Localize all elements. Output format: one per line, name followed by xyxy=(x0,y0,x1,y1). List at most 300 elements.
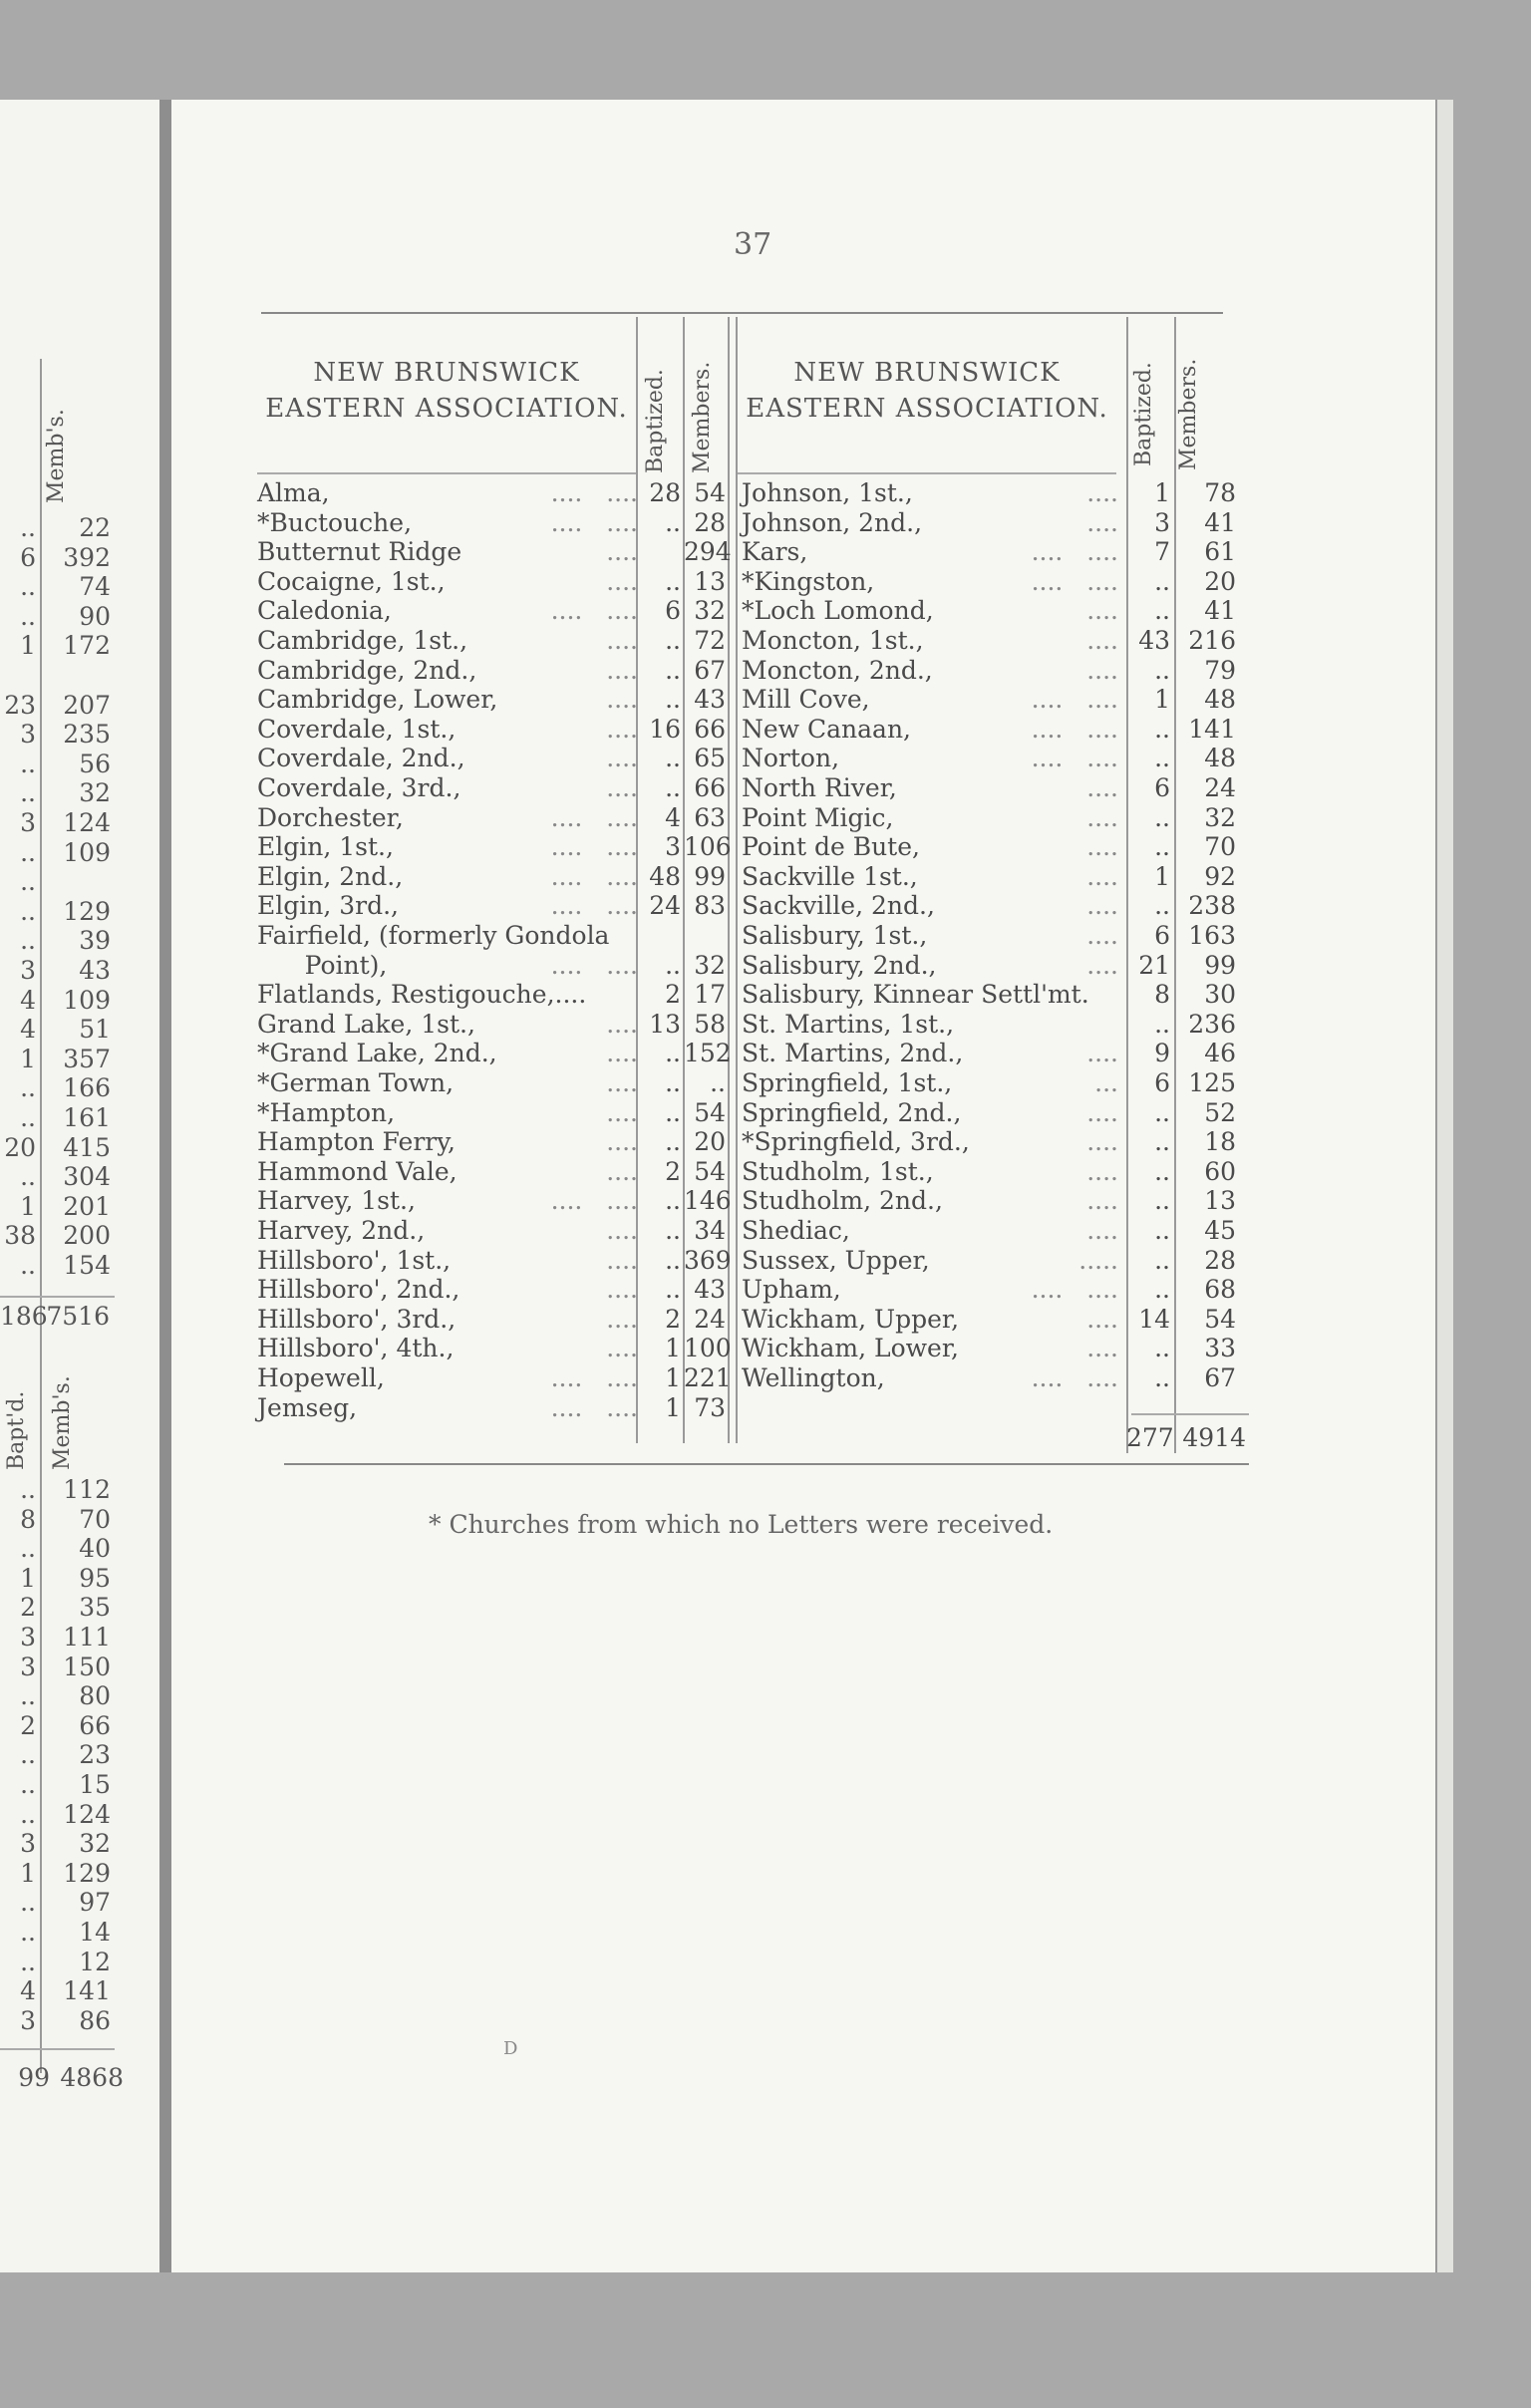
members-count: 161 xyxy=(63,1103,111,1132)
table-row xyxy=(742,773,1250,802)
members-count: 39 xyxy=(79,926,111,956)
table-row xyxy=(742,1305,1250,1334)
church-name: North River, xyxy=(742,773,897,802)
baptized-count: .. xyxy=(1154,714,1170,744)
church-name: Harvey, 2nd., xyxy=(257,1216,426,1245)
table-row xyxy=(257,656,726,685)
leader-dots: .... xyxy=(1086,921,1118,950)
table-row xyxy=(257,567,726,596)
table-row xyxy=(0,661,120,690)
leader-dots: .... .... xyxy=(550,861,638,891)
members-count: 60 xyxy=(1204,1156,1236,1186)
baptized-count: 1 xyxy=(20,1563,36,1593)
members-count: 146 xyxy=(684,1186,732,1216)
members-count: 90 xyxy=(79,601,111,631)
church-name: Hillsboro', 3rd., xyxy=(257,1304,457,1334)
leader-dots: .... .... xyxy=(1031,566,1118,596)
members-count: 109 xyxy=(63,985,111,1015)
members-count: 166 xyxy=(63,1073,111,1103)
table-row xyxy=(257,1010,726,1039)
table-row xyxy=(0,691,120,720)
leader-dots: .... xyxy=(1086,655,1118,685)
baptized-count: .. xyxy=(1154,832,1170,862)
table-row xyxy=(742,921,1250,950)
baptized-count: .. xyxy=(665,1216,681,1245)
church-name: Springfield, 1st., xyxy=(742,1068,953,1097)
members-count: 13 xyxy=(694,566,726,596)
members-count: 61 xyxy=(1204,537,1236,567)
leader-dots: ..... xyxy=(1078,1245,1118,1275)
table-row xyxy=(742,1010,1250,1039)
members-count: 34 xyxy=(694,1216,726,1245)
members-count: 67 xyxy=(694,655,726,685)
church-name: Sussex, Upper, xyxy=(742,1245,930,1275)
table-row xyxy=(742,1363,1250,1392)
table-row xyxy=(742,1039,1250,1067)
leader-dots: .... .... xyxy=(550,478,638,507)
members-count: 43 xyxy=(79,956,111,985)
members-count: 14 xyxy=(79,1918,111,1947)
table-row xyxy=(0,778,120,807)
table-row xyxy=(0,1251,120,1280)
members-count: 32 xyxy=(79,778,111,808)
table-row xyxy=(257,951,726,980)
leader-dots: .... xyxy=(1086,950,1118,980)
members-count: 28 xyxy=(694,507,726,537)
table-row xyxy=(742,980,1250,1009)
baptized-count: .. xyxy=(20,1103,36,1132)
baptized-count: .. xyxy=(20,1947,36,1976)
prev-members-header: Memb's. xyxy=(44,409,69,503)
leader-dots: .... xyxy=(606,566,638,596)
church-name: Fairfield, (formerly Gondola xyxy=(257,921,610,950)
baptized-count: 2 xyxy=(665,980,681,1010)
table-row xyxy=(0,572,120,601)
header-line1: NEW BRUNSWICK xyxy=(793,358,1061,388)
leader-dots: .... xyxy=(1086,1216,1118,1245)
church-name: Coverdale, 1st., xyxy=(257,714,457,744)
baptized-count: .. xyxy=(1154,1363,1170,1392)
table-row xyxy=(0,808,120,837)
members-count: 106 xyxy=(684,832,732,862)
table-row xyxy=(742,891,1250,920)
members-count: 33 xyxy=(1204,1334,1236,1363)
baptized-count: 3 xyxy=(20,956,36,985)
members-count: 200 xyxy=(63,1221,111,1251)
table-row xyxy=(0,1653,120,1681)
leader-dots: .... xyxy=(1086,802,1118,832)
leader-dots: .... .... xyxy=(550,507,638,537)
members-count: 54 xyxy=(1204,1304,1236,1334)
table-row xyxy=(0,1192,120,1221)
baptized-count: 2 xyxy=(665,1304,681,1334)
leader-dots: .... .... xyxy=(1031,744,1118,773)
table-row xyxy=(0,1564,120,1593)
table-row xyxy=(742,832,1250,861)
members-count: 95 xyxy=(79,1563,111,1593)
baptized-count: .. xyxy=(1154,596,1170,626)
church-name: Wickham, Lower, xyxy=(742,1334,960,1363)
church-name: Studholm, 2nd., xyxy=(742,1186,943,1216)
members-count: 23 xyxy=(79,1740,111,1770)
table-row xyxy=(0,1534,120,1563)
church-name: *Loch Lomond, xyxy=(742,596,934,626)
table-row xyxy=(742,1216,1250,1245)
members-count: 304 xyxy=(63,1162,111,1192)
baptized-count: .. xyxy=(20,1534,36,1564)
left-members-header: Members. xyxy=(690,361,715,473)
table-bottom-rule xyxy=(284,1463,1249,1465)
members-count: 99 xyxy=(1204,950,1236,980)
right-baptized-header: Baptized. xyxy=(1131,362,1156,466)
leader-dots: .... xyxy=(606,1097,638,1127)
baptized-count: 7 xyxy=(1154,537,1170,567)
baptized-count: 6 xyxy=(1154,921,1170,950)
members-count: 43 xyxy=(694,685,726,715)
baptized-count: .. xyxy=(665,950,681,980)
table-row xyxy=(742,715,1250,744)
baptized-count: 8 xyxy=(20,1504,36,1534)
members-count: 67 xyxy=(1204,1363,1236,1392)
leader-dots: .... .... xyxy=(550,832,638,862)
table-row xyxy=(257,773,726,802)
table-row xyxy=(0,1681,120,1710)
church-name: Cocaigne, 1st., xyxy=(257,566,446,596)
members-count: 86 xyxy=(79,2005,111,2035)
church-name: Norton, xyxy=(742,744,840,773)
baptized-count: 3 xyxy=(20,720,36,750)
members-count: 65 xyxy=(694,744,726,773)
table-row xyxy=(0,1829,120,1858)
church-name: Coverdale, 2nd., xyxy=(257,744,465,773)
church-name: Point de Bute, xyxy=(742,832,920,862)
members-count: 15 xyxy=(79,1770,111,1799)
church-name: Sackville 1st., xyxy=(742,861,918,891)
baptized-count: 20 xyxy=(4,1132,36,1162)
members-count: 369 xyxy=(684,1245,732,1275)
members-count: 32 xyxy=(694,596,726,626)
baptized-count: 3 xyxy=(20,1652,36,1681)
table-row xyxy=(742,1275,1250,1304)
baptized-count: 14 xyxy=(1138,1304,1170,1334)
church-name: St. Martins, 1st., xyxy=(742,1009,955,1039)
prev-baptized-header-lower: Bapt'd. xyxy=(4,1390,29,1470)
table-row xyxy=(0,1103,120,1132)
church-name: Point Migic, xyxy=(742,802,894,832)
members-count: 141 xyxy=(63,1976,111,2006)
baptized-count: .. xyxy=(665,773,681,802)
members-count: 41 xyxy=(1204,596,1236,626)
baptized-count: .. xyxy=(20,926,36,956)
baptized-count: 3 xyxy=(20,808,36,837)
baptized-count: 4 xyxy=(665,802,681,832)
table-row xyxy=(0,1133,120,1162)
table-row xyxy=(742,596,1250,625)
members-count: 32 xyxy=(79,1829,111,1859)
leader-dots: .... xyxy=(1086,1334,1118,1363)
baptized-count: .. xyxy=(20,513,36,542)
table-row xyxy=(0,1045,120,1073)
table-row xyxy=(0,838,120,867)
table-row xyxy=(742,685,1250,714)
members-count: 20 xyxy=(1204,566,1236,596)
leader-dots: .... xyxy=(1086,832,1118,862)
baptized-count: .. xyxy=(20,1251,36,1280)
members-count: 32 xyxy=(694,950,726,980)
members-count: 80 xyxy=(79,1681,111,1711)
baptized-count: 1 xyxy=(1154,861,1170,891)
church-name: Hammond Vale, xyxy=(257,1156,458,1186)
table-row xyxy=(742,1127,1250,1156)
table-row xyxy=(257,980,726,1009)
church-name: Alma, xyxy=(257,478,330,507)
church-name: Harvey, 1st., xyxy=(257,1186,416,1216)
baptized-count: 9 xyxy=(1154,1039,1170,1068)
church-name: Caledonia, xyxy=(257,596,392,626)
prev-total-members: 7516 xyxy=(46,1302,110,1331)
total-baptized: 277 xyxy=(1126,1423,1174,1452)
church-name: Grand Lake, 1st., xyxy=(257,1009,475,1039)
table-row xyxy=(257,715,726,744)
baptized-count: .. xyxy=(1154,1186,1170,1216)
footnote: * Churches from which no Letters were received. xyxy=(429,1510,1054,1539)
leader-dots: .... xyxy=(606,626,638,655)
baptized-count: 28 xyxy=(649,478,681,507)
baptized-count: .. xyxy=(20,867,36,897)
baptized-count: 8 xyxy=(1154,980,1170,1010)
baptized-count: .. xyxy=(1154,1275,1170,1305)
signature-mark: D xyxy=(503,2038,518,2059)
table-row xyxy=(257,478,726,507)
baptized-count: .. xyxy=(665,1039,681,1068)
baptized-count: 1 xyxy=(1154,478,1170,507)
members-count: 124 xyxy=(63,808,111,837)
members-count: 24 xyxy=(694,1304,726,1334)
table-row xyxy=(0,750,120,778)
baptized-count: .. xyxy=(665,655,681,685)
members-count: 66 xyxy=(694,714,726,744)
members-count: 99 xyxy=(694,861,726,891)
members-count: 13 xyxy=(1204,1186,1236,1216)
table-row xyxy=(742,1246,1250,1275)
table-row xyxy=(0,2006,120,2035)
table-row xyxy=(0,1888,120,1917)
baptized-count: .. xyxy=(20,1740,36,1770)
baptized-count: 13 xyxy=(649,1009,681,1039)
leader-dots: .... xyxy=(1086,478,1118,507)
members-count: 56 xyxy=(79,749,111,778)
leader-dots: .... xyxy=(606,685,638,715)
members-count: 163 xyxy=(1188,921,1236,950)
members-count: 54 xyxy=(694,478,726,507)
members-count: 415 xyxy=(63,1132,111,1162)
baptized-count: 1 xyxy=(665,1392,681,1422)
members-count: 63 xyxy=(694,802,726,832)
church-name: Moncton, 1st., xyxy=(742,626,924,655)
baptized-count: .. xyxy=(665,1275,681,1305)
table-row xyxy=(742,1334,1250,1362)
leader-dots: .... xyxy=(1086,773,1118,802)
leader-dots: .... xyxy=(606,1304,638,1334)
table-row xyxy=(0,631,120,660)
table-row xyxy=(257,685,726,714)
table-row xyxy=(257,1245,732,1275)
table-row xyxy=(0,1162,120,1191)
table-row xyxy=(257,832,732,862)
church-name: Point), xyxy=(257,950,388,980)
table-row xyxy=(0,1740,120,1769)
page-number: 37 xyxy=(734,227,772,262)
baptized-count: .. xyxy=(665,1068,681,1097)
church-name: Flatlands, Restigouche,.... xyxy=(257,980,587,1010)
members-count: 40 xyxy=(79,1534,111,1564)
leader-dots: .... .... xyxy=(550,950,638,980)
church-name: Springfield, 2nd., xyxy=(742,1097,962,1127)
table-row xyxy=(0,867,120,896)
baptized-count: .. xyxy=(665,744,681,773)
leader-dots: .... xyxy=(606,537,638,567)
church-name: Salisbury, Kinnear Settl'mt. xyxy=(742,980,1089,1010)
table-row xyxy=(257,1039,732,1068)
baptized-count: .. xyxy=(665,566,681,596)
members-count: 74 xyxy=(79,572,111,602)
church-name: Studholm, 1st., xyxy=(742,1156,934,1186)
baptized-count: .. xyxy=(1154,744,1170,773)
table-row xyxy=(742,508,1250,537)
members-count: 83 xyxy=(694,891,726,921)
baptized-count: 6 xyxy=(20,542,36,572)
members-count: 124 xyxy=(63,1799,111,1829)
left-baptized-header: Baptized. xyxy=(643,369,668,473)
table-row xyxy=(0,1859,120,1888)
leader-dots: .... xyxy=(1086,1304,1118,1334)
table-row xyxy=(0,1505,120,1534)
leader-dots: .... xyxy=(606,1068,638,1097)
baptized-count: 38 xyxy=(4,1221,36,1251)
leader-dots: .... xyxy=(1086,626,1118,655)
members-count: 201 xyxy=(63,1191,111,1221)
baptized-count: .. xyxy=(665,626,681,655)
leader-dots: .... .... xyxy=(550,1186,638,1216)
church-name: *Buctouche, xyxy=(257,507,413,537)
members-count: 154 xyxy=(63,1251,111,1280)
leader-dots: .... xyxy=(1086,891,1118,921)
members-count: 216 xyxy=(1188,626,1236,655)
baptized-count: 21 xyxy=(1138,950,1170,980)
baptized-count: .. xyxy=(1154,1097,1170,1127)
leader-dots: .... .... xyxy=(550,1363,638,1392)
church-name: *Grand Lake, 2nd., xyxy=(257,1039,497,1068)
members-count: 30 xyxy=(1204,980,1236,1010)
members-count: 112 xyxy=(63,1475,111,1504)
table-row xyxy=(257,537,732,567)
leader-dots: ... xyxy=(1094,1068,1118,1097)
baptized-count: .. xyxy=(20,572,36,602)
table-row xyxy=(257,626,726,655)
members-count: 20 xyxy=(694,1127,726,1157)
members-count: 17 xyxy=(694,980,726,1010)
leader-dots: .... xyxy=(606,773,638,802)
baptized-count: 3 xyxy=(20,1829,36,1859)
table-row xyxy=(0,926,120,955)
right-association-header xyxy=(738,355,1116,427)
church-name: Cambridge, Lower, xyxy=(257,685,498,715)
leader-dots: .... .... xyxy=(1031,714,1118,744)
page-edge xyxy=(1435,100,1453,2272)
baptized-count: 6 xyxy=(1154,1068,1170,1097)
members-count: 172 xyxy=(63,631,111,661)
baptized-count: 2 xyxy=(665,1156,681,1186)
baptized-count: 1 xyxy=(20,1191,36,1221)
members-count: 45 xyxy=(1204,1216,1236,1245)
baptized-count: 1 xyxy=(665,1334,681,1363)
leader-dots: .... .... xyxy=(1031,537,1118,567)
table-row xyxy=(257,596,726,625)
baptized-count: 1 xyxy=(665,1363,681,1392)
members-count: .. xyxy=(710,1068,726,1097)
table-row xyxy=(257,862,726,891)
table-row xyxy=(0,720,120,749)
table-row xyxy=(257,921,726,950)
members-count: 221 xyxy=(684,1363,732,1392)
table-row xyxy=(0,1948,120,1976)
baptized-count: 48 xyxy=(649,861,681,891)
baptized-count: .. xyxy=(1154,1127,1170,1157)
baptized-count: 4 xyxy=(20,1976,36,2006)
baptized-count: .. xyxy=(20,601,36,631)
table-row xyxy=(257,1216,726,1245)
table-row xyxy=(742,803,1250,832)
baptized-count: 3 xyxy=(665,832,681,862)
members-count: 109 xyxy=(63,837,111,867)
left-association-header xyxy=(257,355,636,427)
prev-total-rule xyxy=(0,1296,115,1298)
right-members-header: Members. xyxy=(1176,358,1201,470)
leader-dots: .... xyxy=(1086,596,1118,626)
baptized-count: .. xyxy=(665,685,681,715)
leader-dots: .... xyxy=(606,1245,638,1275)
table-row xyxy=(742,656,1250,685)
leader-dots: .... xyxy=(606,744,638,773)
table-row xyxy=(742,1098,1250,1127)
baptized-count: 3 xyxy=(20,1623,36,1652)
baptized-count: 23 xyxy=(4,690,36,720)
church-name: Kars, xyxy=(742,537,808,567)
members-count: 294 xyxy=(684,537,732,567)
leader-dots: .... xyxy=(1086,1156,1118,1186)
members-count: 129 xyxy=(63,1858,111,1888)
members-count: 52 xyxy=(1204,1097,1236,1127)
table-row xyxy=(257,1098,726,1127)
baptized-count: .. xyxy=(665,1127,681,1157)
leader-dots: .... .... xyxy=(550,891,638,921)
baptized-count: .. xyxy=(665,507,681,537)
baptized-count: .. xyxy=(665,1186,681,1216)
right-header-underline xyxy=(738,472,1116,474)
members-count: 392 xyxy=(63,542,111,572)
church-name: *Springfield, 3rd., xyxy=(742,1127,970,1157)
church-name: Wellington, xyxy=(742,1363,885,1392)
baptized-count: 16 xyxy=(649,714,681,744)
members-count: 35 xyxy=(79,1593,111,1623)
baptized-count: .. xyxy=(20,749,36,778)
leader-dots: .... xyxy=(606,1275,638,1305)
church-name: Hampton Ferry, xyxy=(257,1127,456,1157)
members-count: 70 xyxy=(79,1504,111,1534)
church-name: Hillsboro', 1st., xyxy=(257,1245,452,1275)
baptized-count: 1 xyxy=(20,1858,36,1888)
leader-dots: .... xyxy=(606,1334,638,1363)
